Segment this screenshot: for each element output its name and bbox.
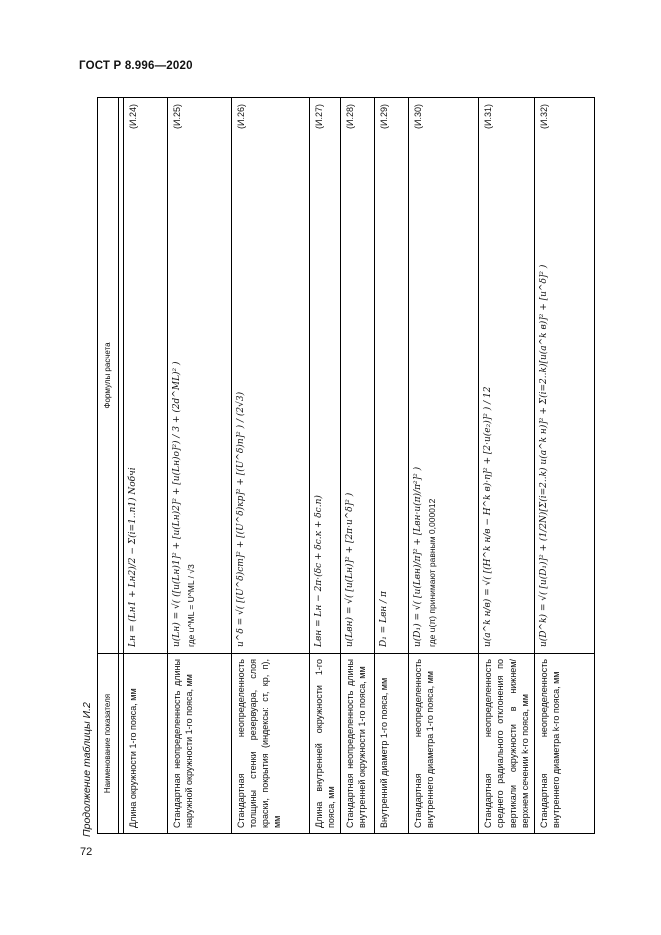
table-header-row <box>98 98 119 834</box>
col-header-formula: Формулы расчета <box>98 98 119 654</box>
rotated-table-wrapper <box>97 98 563 834</box>
indicator-cell: Стандартная неопределенность среднего радиального отклонения по вертикали окружности в нижнем/верхнем сечении k-го пояса, мм <box>479 654 535 834</box>
equation-number: (И.30) <box>413 104 424 129</box>
table-row <box>232 98 310 834</box>
table-row <box>375 98 409 834</box>
formula-cell <box>375 98 409 654</box>
table-row <box>479 98 535 834</box>
indicator-cell: Стандартная неопределенность внутреннего диаметра k-го пояса, мм <box>534 654 594 834</box>
table-row <box>409 98 479 834</box>
formula-note: где u^ML = U^ML / √3 <box>186 564 197 647</box>
equation-number: (И.28) <box>345 104 356 129</box>
indicator-cell: Длина окружности 1-го пояса, мм <box>124 654 168 834</box>
formula-cell <box>341 98 375 654</box>
indicator-cell: Стандартная неопределенность толщины стенки резервуара, слоя краски, покрытия (индексы: ст, кр, п), мм <box>232 654 310 834</box>
equation-number: (И.26) <box>236 104 246 129</box>
table-row <box>310 98 341 834</box>
formula-text: D₁ = Lвн / π <box>379 591 390 647</box>
equation-number: (И.27) <box>314 104 324 129</box>
equation-number: (И.32) <box>538 104 549 129</box>
table-caption: Продолжение таблицы И.2 <box>81 702 93 837</box>
formula-cell <box>479 98 535 654</box>
page-number: 72 <box>80 846 93 858</box>
formula-note: где u(π) принимают равным 0,000012 <box>427 498 438 647</box>
formula-cell <box>232 98 310 654</box>
formula-text: u(D^k) = √( [u(D₁)]² + (1/2N)[Σ(i=2..k) u(a^k н)]² + Σ(i=2..k)[u(a^k в)]² + [u^δ]² ) <box>538 264 549 647</box>
formula-text: Lвн = Lн − 2π·(δс + δс.к + δс.п) <box>314 495 324 647</box>
formula-text: u(D₁) = √( [u(Lвн)/π]² + [Lвн·u(π)/π²]² ) <box>413 466 424 647</box>
formula-text: u(Lн) = √( ([u(Lн)1]² + [u(Lн)2]² + [u(Lн)о]²) / 3 + (2d^ML)² ) <box>172 361 182 647</box>
indicator-cell: Длина внутренней окружности 1-го пояса, мм <box>310 654 341 834</box>
indicator-cell: Стандартная неопределенность длины наружной окружности 1-го пояса, мм <box>168 654 232 834</box>
equation-number: (И.31) <box>483 104 494 129</box>
formula-text: u^δ = √( [(U^δ)ст]² + [(U^δ)кр]² + [(U^δ)п]² ) / (2√3) <box>236 391 246 647</box>
formula-table <box>97 97 595 834</box>
formula-text: u(Lвн) = √( [u(Lн)]² + [2π·u^δ]² ) <box>345 492 356 647</box>
indicator-cell: Стандартная неопределенность длины внутренней окружности 1-го пояса, мм <box>341 654 375 834</box>
equation-number: (И.29) <box>379 104 390 129</box>
equation-number: (И.24) <box>128 104 138 129</box>
table-row <box>168 98 232 834</box>
formula-cell <box>124 98 168 654</box>
table-row <box>124 98 168 834</box>
formula-text: u(a^k н/в) = √( [(H^k н/в − H^k в)·η]² + [2·u(e₂)]² ) / 12 <box>483 386 494 647</box>
document-header: ГОСТ Р 8.996—2020 <box>79 60 193 72</box>
table-row <box>341 98 375 834</box>
col-header-indicator: Наименование показателя <box>98 654 119 834</box>
formula-cell <box>409 98 479 654</box>
formula-cell <box>168 98 232 654</box>
table-row <box>534 98 594 834</box>
formula-cell <box>310 98 341 654</box>
formula-text: Lн = (Lн1 + Lн2)/2 − Σ(i=1..n1) Nобчi <box>128 467 138 647</box>
indicator-cell: Внутренний диаметр 1-го пояса, мм <box>375 654 409 834</box>
equation-number: (И.25) <box>172 104 182 129</box>
indicator-cell: Стандартная неопределенность внутреннего диаметра 1-го пояса, мм <box>409 654 479 834</box>
formula-cell <box>534 98 594 654</box>
